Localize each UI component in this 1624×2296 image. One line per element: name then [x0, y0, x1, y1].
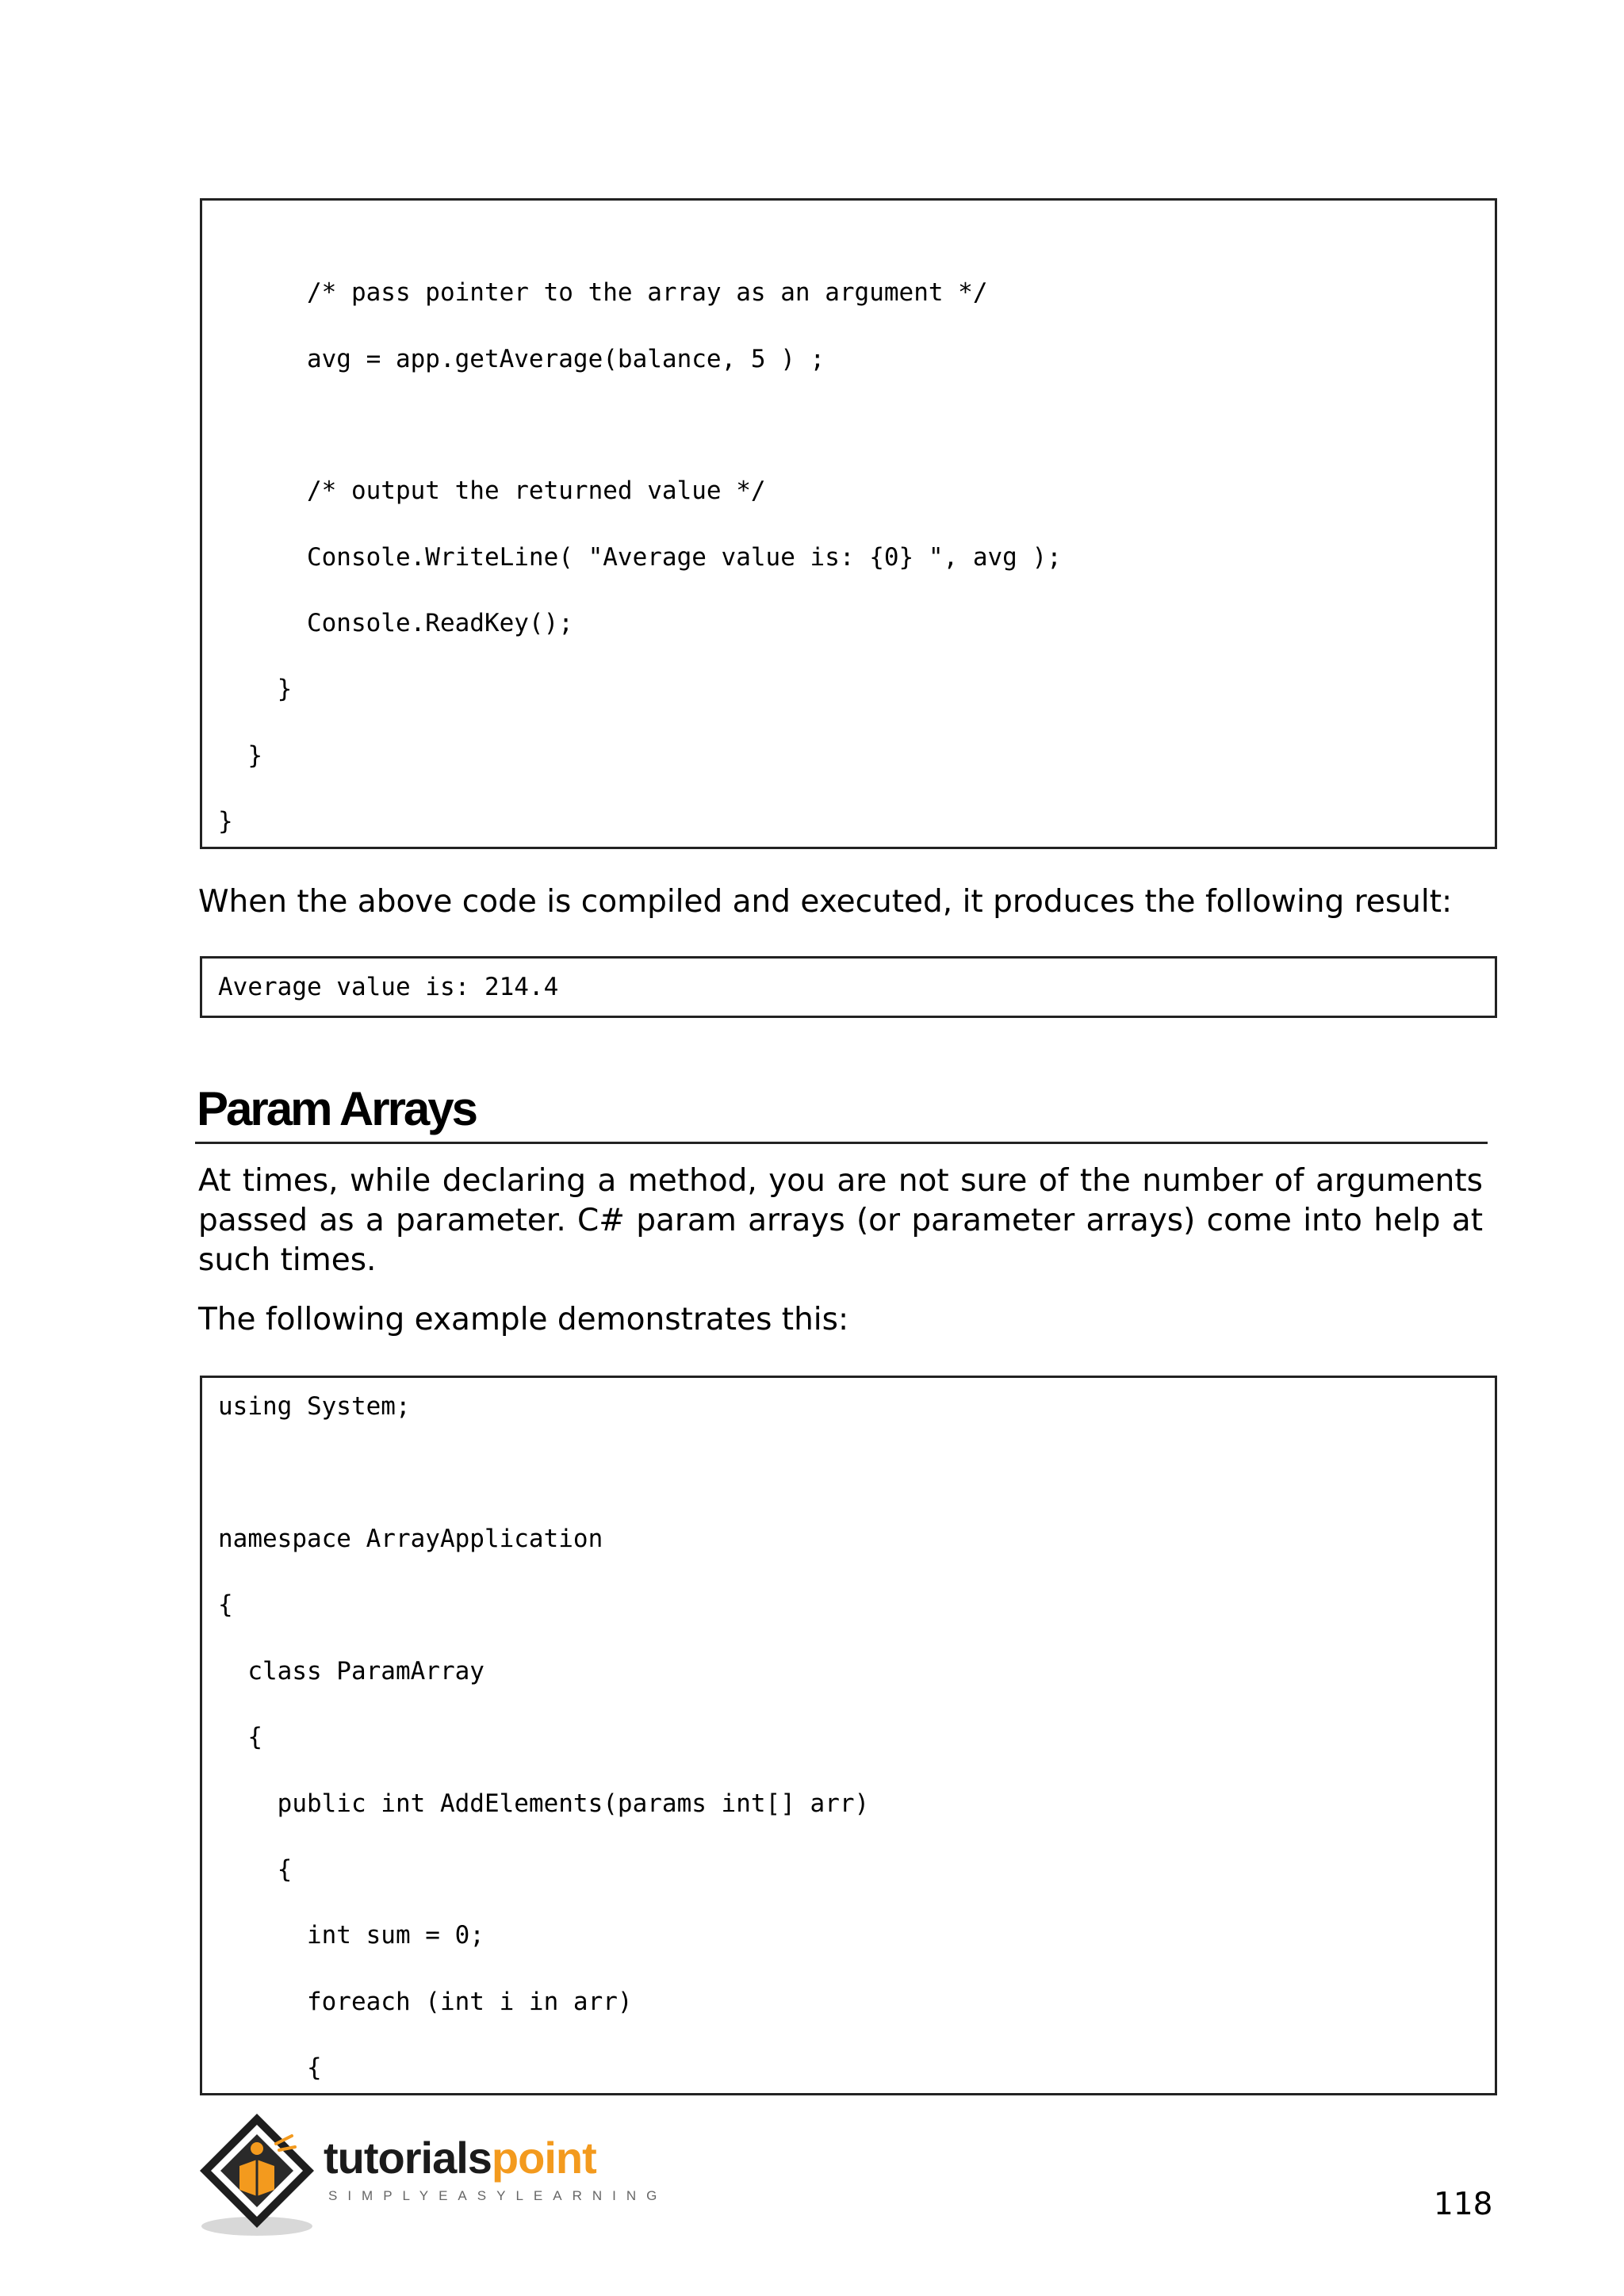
- output-line: Average value is: 214.4: [218, 973, 559, 1001]
- code-line: foreach (int i in arr): [218, 1988, 633, 2016]
- logo-word-tutorials: tutorials: [324, 2133, 492, 2183]
- result-intro-text: When the above code is compiled and executed, it produces the following result:: [198, 884, 1453, 920]
- code-line: }: [218, 675, 293, 703]
- tutorialspoint-logo: [193, 2107, 668, 2242]
- code-block-continuation: [200, 198, 1497, 849]
- section-paragraph: At times, while declaring a method, you are not sure of the number of arguments passed as a parameter. C# param arrays (or parameter arrays) come into help at such times.: [198, 1163, 1483, 1278]
- code-line: using System;: [218, 1392, 411, 1421]
- page-number: 118: [1434, 2187, 1493, 2222]
- code-line: {: [218, 1723, 262, 1751]
- code-line: Console.ReadKey();: [218, 609, 573, 637]
- code-line: Console.WriteLine( "Average value is: {0} ", avg );: [218, 543, 1062, 572]
- logo-tagline: SIMPLYEASYLEARNING: [328, 2188, 668, 2203]
- heading-underline: [195, 1142, 1488, 1144]
- code-block-param-array: [200, 1376, 1497, 2095]
- logo-diamond-icon: [193, 2107, 328, 2242]
- code-line: {: [218, 2053, 322, 2082]
- code-line: /* pass pointer to the array as an argument */: [218, 278, 988, 307]
- code-line: class ParamArray: [218, 1657, 485, 1686]
- section-heading: Param Arrays: [197, 1082, 477, 1135]
- code-line: avg = app.getAverage(balance, 5 ) ;: [218, 345, 825, 373]
- code-line: public int AddElements(params int[] arr): [218, 1789, 870, 1818]
- logo-word-point: point: [491, 2133, 596, 2183]
- output-block: [200, 956, 1497, 1018]
- code-line: namespace ArrayApplication: [218, 1525, 603, 1553]
- example-intro-text: The following example demonstrates this:: [198, 1302, 849, 1337]
- code-line: }: [218, 741, 262, 770]
- logo-wordmark: [324, 2134, 596, 2182]
- code-line: {: [218, 1855, 293, 1884]
- code-line: /* output the returned value */: [218, 476, 766, 505]
- code-line: {: [218, 1590, 233, 1619]
- code-line: }: [218, 807, 233, 836]
- code-line: int sum = 0;: [218, 1921, 485, 1950]
